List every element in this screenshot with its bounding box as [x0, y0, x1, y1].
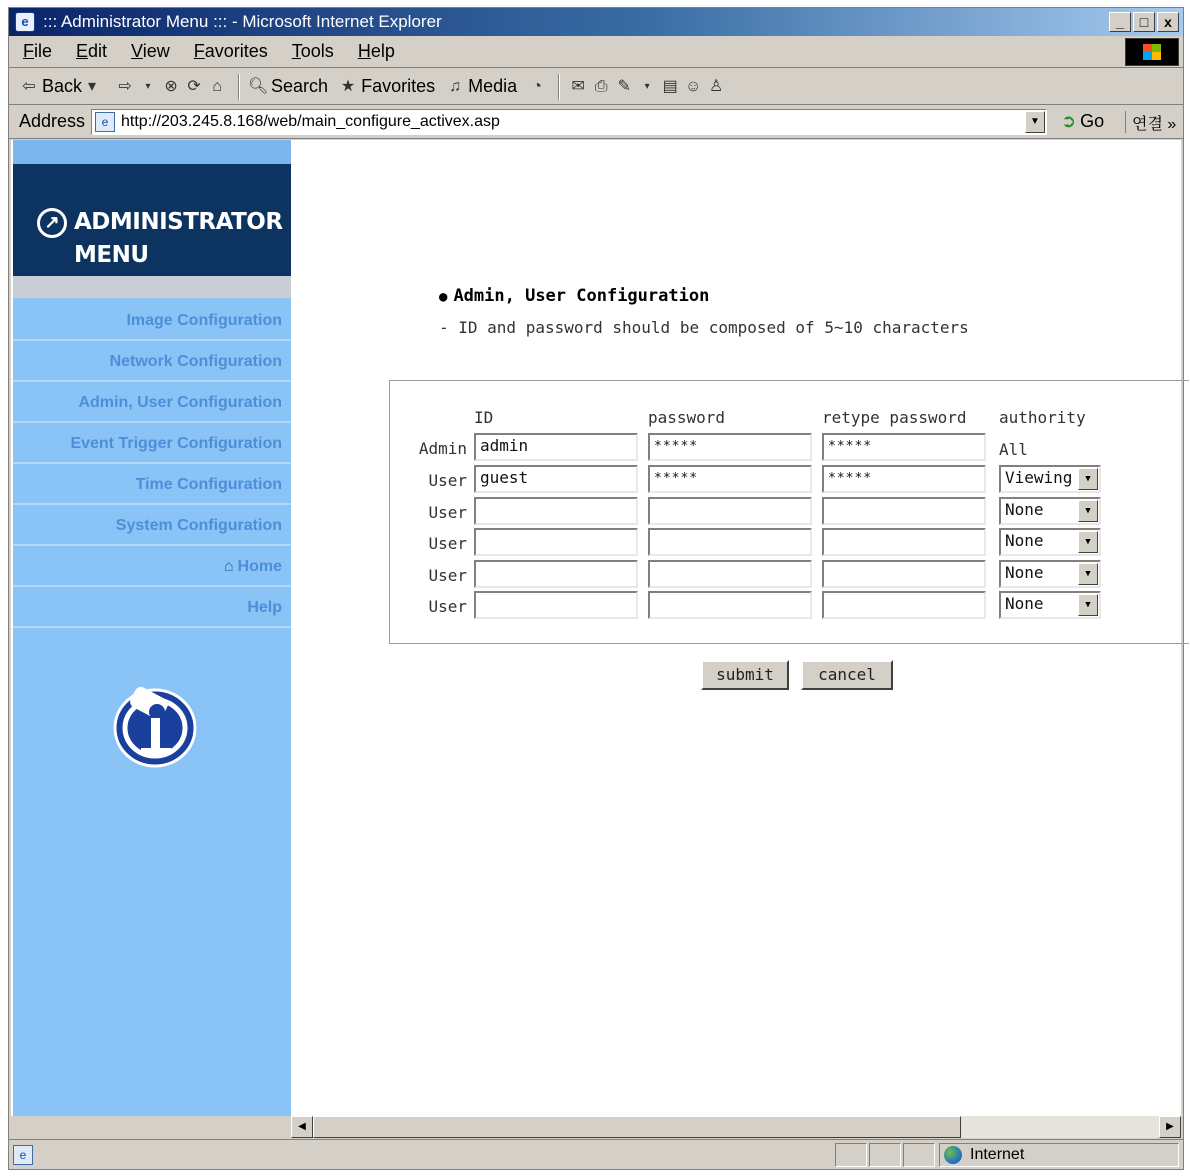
page-status-icon: e: [13, 1145, 33, 1165]
section-title: [439, 286, 709, 306]
dropdown-arrow-icon[interactable]: ▼: [1078, 500, 1098, 522]
refresh-icon[interactable]: ⟳: [187, 77, 201, 95]
main-panel: [291, 140, 1181, 1116]
admin-password-field[interactable]: *****: [648, 433, 812, 461]
edit-icon[interactable]: ✎: [617, 77, 631, 95]
address-input[interactable]: [91, 109, 1047, 135]
back-arrow-icon: ⇦: [22, 77, 36, 95]
banner-line-1: ADMINISTRATOR: [74, 209, 283, 235]
browser-window: [8, 7, 1184, 1170]
messenger-icon[interactable]: ☺: [684, 77, 702, 95]
title-bar: [9, 8, 1183, 36]
links-button[interactable]: 연결 »: [1125, 111, 1176, 133]
user-5-id-field[interactable]: [474, 591, 638, 619]
search-button[interactable]: [248, 76, 328, 97]
user-2-authority-value: None: [1005, 500, 1044, 519]
security-zone: [939, 1143, 1179, 1167]
menu-view[interactable]: View: [131, 41, 170, 61]
status-cell: [903, 1143, 935, 1167]
bullet-icon: ●: [439, 289, 448, 305]
user-4-authority-value: None: [1005, 563, 1044, 582]
menu-tools[interactable]: Tools: [291, 41, 334, 61]
maximize-button[interactable]: □: [1133, 12, 1155, 32]
user-2-password-field[interactable]: [648, 497, 812, 525]
favorites-label: Favorites: [361, 76, 436, 96]
print-icon[interactable]: ⎙: [594, 77, 608, 95]
favorites-icon: ★: [340, 77, 356, 95]
media-label: Media: [468, 76, 518, 96]
column-header-password: password: [648, 408, 726, 427]
admin-authority-value: All: [999, 440, 1028, 459]
go-button[interactable]: [1061, 111, 1104, 132]
submit-button[interactable]: submit: [701, 660, 789, 690]
scroll-right-icon[interactable]: ▶: [1159, 1116, 1181, 1138]
forward-dropdown-icon[interactable]: ▾: [145, 80, 151, 92]
edit-dropdown-icon[interactable]: ▾: [644, 80, 650, 92]
menu-file[interactable]: File: [23, 41, 53, 61]
media-button[interactable]: [445, 76, 517, 97]
ie-icon: e: [15, 12, 35, 32]
user-1-authority-value: Viewing: [1005, 468, 1073, 487]
back-button[interactable]: [19, 76, 105, 97]
zone-label: Internet: [970, 1146, 1025, 1163]
history-icon[interactable]: ◔: [532, 77, 542, 95]
row-label-admin: Admin: [418, 439, 467, 458]
sidebar-item-time-configuration[interactable]: Time Configuration: [13, 464, 291, 505]
back-label: Back: [42, 76, 83, 96]
home-icon[interactable]: ⌂: [212, 77, 222, 95]
admin-sidebar: [13, 140, 291, 1116]
camera-logo-icon: [107, 678, 199, 770]
sidebar-item-system-configuration[interactable]: System Configuration: [13, 505, 291, 546]
cancel-button[interactable]: cancel: [801, 660, 893, 690]
sidebar-item-image-configuration[interactable]: Image Configuration: [13, 300, 291, 341]
user-3-retype-password-field[interactable]: [822, 528, 986, 556]
window-title: ::: Administrator Menu ::: - Microsoft Internet Explorer: [43, 12, 442, 31]
globe-icon: [944, 1146, 962, 1164]
toolbar: [9, 69, 1183, 105]
row-label-user-1: User: [428, 471, 467, 490]
menu-edit[interactable]: Edit: [76, 41, 108, 61]
user-4-id-field[interactable]: [474, 560, 638, 588]
user-1-password-field[interactable]: *****: [648, 465, 812, 493]
dropdown-arrow-icon[interactable]: ▼: [1078, 594, 1098, 616]
sidebar-item-event-trigger-configuration[interactable]: Event Trigger Configuration: [13, 423, 291, 464]
home-label: Home: [237, 558, 282, 575]
scroll-thumb[interactable]: [313, 1116, 961, 1138]
user-3-password-field[interactable]: [648, 528, 812, 556]
search-icon: 🔍︎: [248, 77, 269, 95]
user-4-retype-password-field[interactable]: [822, 560, 986, 588]
admin-id-field[interactable]: admin: [474, 433, 638, 461]
search-label: Search: [271, 76, 329, 96]
go-label: Go: [1080, 111, 1105, 131]
sidebar-divider: [13, 276, 291, 298]
column-header-authority: authority: [999, 408, 1086, 427]
user-5-authority-value: None: [1005, 594, 1044, 613]
user-1-retype-password-field[interactable]: *****: [822, 465, 986, 493]
banner-line-2: MENU: [74, 242, 149, 268]
user-3-authority-select[interactable]: [999, 528, 1101, 556]
user-2-authority-select[interactable]: [999, 497, 1101, 525]
row-label-user-4: User: [428, 566, 467, 585]
status-bar: [9, 1139, 1183, 1169]
back-dropdown-icon[interactable]: ▾: [88, 77, 97, 95]
go-arrow-icon: ➲: [1061, 111, 1077, 131]
sidebar-item-admin-user-configuration[interactable]: Admin, User Configuration: [13, 382, 291, 423]
close-button[interactable]: x: [1157, 12, 1179, 32]
row-label-user-3: User: [428, 534, 467, 553]
status-cell: [835, 1143, 867, 1167]
row-label-user-2: User: [428, 503, 467, 522]
address-dropdown-icon[interactable]: ▼: [1025, 111, 1045, 133]
dropdown-arrow-icon[interactable]: ▼: [1078, 468, 1098, 490]
sidebar-item-help[interactable]: Help: [13, 587, 291, 628]
section-title-text: Admin, User Configuration: [453, 286, 710, 306]
user-3-id-field[interactable]: [474, 528, 638, 556]
address-label: Address: [19, 111, 86, 131]
windows-logo-icon: [1125, 38, 1179, 66]
column-header-retype-password: retype password: [822, 408, 967, 427]
discuss-icon[interactable]: ▤: [662, 77, 678, 95]
user-4-password-field[interactable]: [648, 560, 812, 588]
toolbar-separator: [558, 74, 560, 100]
user-2-id-field[interactable]: [474, 497, 638, 525]
address-bar: [9, 105, 1183, 139]
favorites-button[interactable]: [338, 76, 435, 97]
menu-bar: [9, 36, 1183, 68]
arrow-circle-icon: ↗: [37, 208, 67, 238]
column-header-id: ID: [474, 408, 494, 427]
user-1-id-field[interactable]: guest: [474, 465, 638, 493]
section-note: - ID and password should be composed of 5~10 characters: [439, 318, 969, 337]
menu-help[interactable]: Help: [357, 41, 395, 61]
user-2-retype-password-field[interactable]: [822, 497, 986, 525]
toolbar-separator: [238, 74, 240, 100]
user-4-authority-select[interactable]: [999, 560, 1101, 588]
admin-banner: [13, 164, 291, 276]
forward-icon[interactable]: ⇨: [118, 77, 132, 95]
mail-icon[interactable]: ✉: [571, 77, 585, 95]
sidebar-item-home[interactable]: [13, 546, 291, 587]
status-cell: [869, 1143, 901, 1167]
page-icon: e: [95, 112, 115, 132]
user-5-password-field[interactable]: [648, 591, 812, 619]
sidebar-top-strip: [13, 140, 291, 164]
scroll-left-icon[interactable]: ◀: [291, 1116, 313, 1138]
menu-favorites[interactable]: Favorites: [193, 41, 268, 61]
row-label-user-5: User: [428, 597, 467, 616]
dropdown-arrow-icon[interactable]: ▼: [1078, 563, 1098, 585]
user-1-authority-select[interactable]: [999, 465, 1101, 493]
admin-retype-password-field[interactable]: *****: [822, 433, 986, 461]
horizontal-scrollbar[interactable]: [291, 1116, 1181, 1138]
user-icon[interactable]: ♙: [708, 77, 724, 95]
media-icon: ♫: [449, 77, 462, 95]
page-content: [11, 140, 1181, 1132]
user-3-authority-value: None: [1005, 531, 1044, 550]
sidebar-item-network-configuration[interactable]: Network Configuration: [13, 341, 291, 382]
minimize-button[interactable]: _: [1109, 12, 1131, 32]
dropdown-arrow-icon[interactable]: ▼: [1078, 531, 1098, 553]
stop-icon[interactable]: ⊗: [164, 77, 178, 95]
address-url[interactable]: http://203.245.8.168/web/main_configure_activex.asp: [121, 113, 500, 130]
user-5-retype-password-field[interactable]: [822, 591, 986, 619]
home-icon: ⌂: [223, 558, 234, 575]
user-5-authority-select[interactable]: [999, 591, 1101, 619]
